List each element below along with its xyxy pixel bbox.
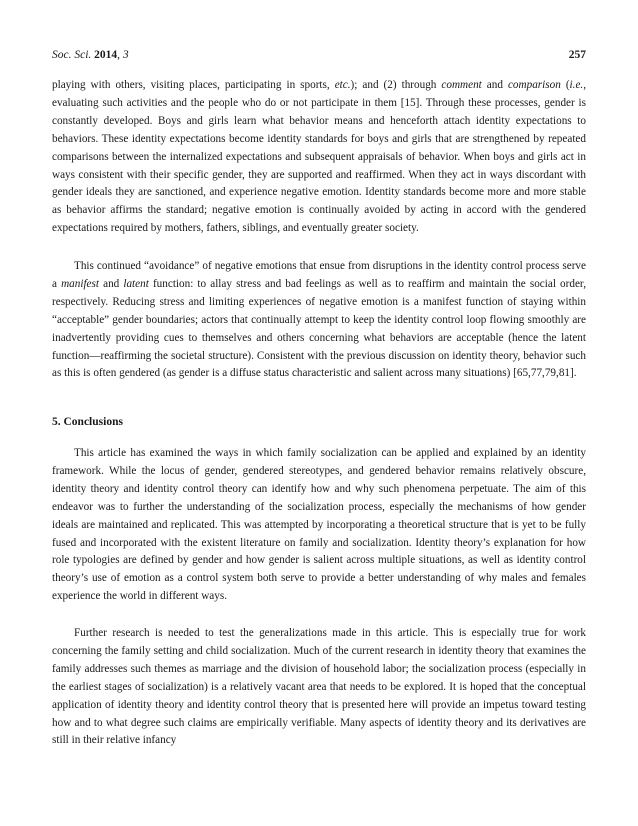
paragraph-continued: [52, 77, 586, 238]
section-heading-conclusions: [52, 414, 586, 432]
text-run-italic: manifest: [61, 277, 99, 290]
journal-name: Soc. Sci.: [52, 49, 92, 61]
text-run: function: to allay stress and bad feelings as well as to reaffirm and maintain the social order, respectively. Reducing stress and limiting experiences of negative emotion is a manifest function of staying within “acceptable” gender boundaries; actors that continually attempt to keep the identity control loop flowing smoothly are inadvertently providing cues to themselves and others concerning what behaviors are acceptable (hence the latent function—reaffirming the societal structure). Consistent with the previous discussion on identity theory, behavior such as this is often gendered (as gender is a diffuse status characteristic and salient across many situations) [65,77,79,81].: [52, 277, 587, 380]
paragraph-conclusions: [52, 445, 586, 606]
text-run-italic: comparison: [507, 79, 561, 91]
paragraph-text: [52, 258, 586, 383]
text-run: This continued “avoidance” of negative emotions that ensue from disruptions in the identity control process serve a: [52, 260, 586, 290]
journal-year: 2014: [94, 49, 118, 61]
paragraph-further-research: [52, 625, 586, 750]
paragraph-text: Further research is needed to test the generalizations made in this article. This is especially true for work concerning the family setting and child socialization. Much of the current research in identity theory that examines the family addresses such themes as marriage and the division of household labor; the socialization process (especially in the earliest stages of socialization) is a relatively vacant area that needs to be explored. It is hoped that the conceptual application of identity theory and identity control theory that is presented here will provide an impetus toward testing how and to what degree such claims are empirically verifiable. Many aspects of identity theory and its derivatives are still in their relative infancy: [52, 627, 586, 747]
text-run: ); and (2) through: [350, 79, 442, 91]
paragraph-text: This article has examined the ways in which family socialization can be applied and explained by an identity framework. While the locus of gender, gendered stereotypes, and gendered behavior remains relatively obscure, identity theory and identity control theory can identify how and why such phenomena perpetuate. The aim of this endeavor was to further the understanding of the socialization process, especially the mechanisms of how gender ideals are maintained and replicated. This was attempted by incorporating a theoretical structure that is yet to be fully fused and incorporated with the existent literature on family and socialization. Identity theory’s explanation for how role typologies are defined by gender and how gender is salient across multiple situations, as well as identity control theory’s use of emotion as a control system both serve to provide a better understanding of why males and females experience the world in different ways.: [52, 447, 586, 603]
text-run: (: [560, 79, 570, 91]
text-run-italic: etc.: [334, 79, 351, 91]
page-number: 257: [568, 49, 586, 61]
text-run: and: [99, 277, 124, 290]
text-run: , evaluating such activities and the people who do or not participate in them [15]. Through these processes, gender is constantly developed. Boys and girls learn what behavior means and henceforth attach identity expectations to behaviors. These identity expectations become identity standards for boys and girls that are strengthened by repeated comparisons between the internalized expectations and subsequent appraisals of behavior. When boys and girls act in ways consistent with their specific gender, they are supported and reaffirmed. When they act in ways discordant with gender ideals they are sanctioned, and experience negative emotion. Identity standards become more and more stable as behavior affirms the standard; negative emotion is continually avoided by acting in accord with the gendered expectations required by mothers, fathers, siblings, and eventually greater society.: [52, 79, 587, 235]
text-run-italic: i.e.: [569, 79, 584, 91]
text-run-italic: comment: [441, 79, 482, 91]
journal-citation: Soc. Sci. 2014, 3: [52, 49, 129, 61]
text-run-italic: latent: [123, 277, 149, 290]
paragraph-avoidance: [52, 258, 586, 383]
journal-volume: 3: [122, 49, 129, 61]
section-heading: 5. Conclusions: [52, 416, 123, 428]
paragraph-text: [52, 77, 586, 238]
running-header: [52, 47, 586, 63]
text-run: and: [481, 79, 508, 91]
text-run: playing with others, visiting places, participating in sports,: [52, 79, 335, 91]
